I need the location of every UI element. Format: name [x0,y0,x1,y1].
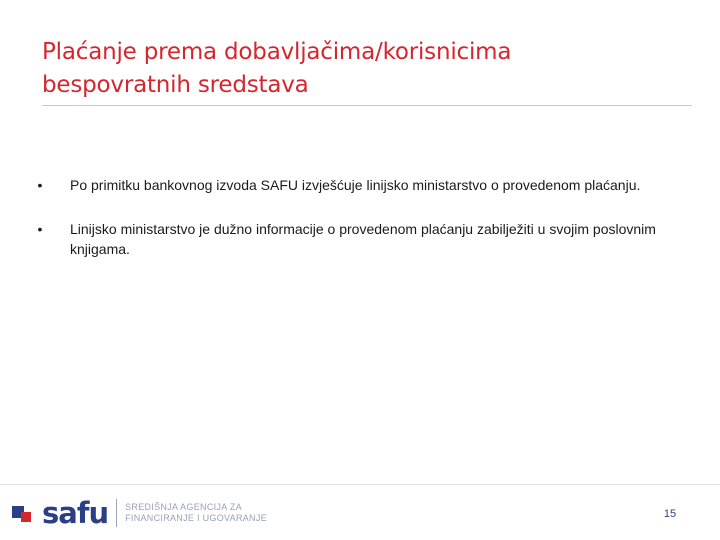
safu-logo-mark-icon [12,500,38,526]
title-divider [42,105,692,106]
bullet-dot-icon: • [37,177,43,193]
logo-subtitle-line-1: SREDIŠNJA AGENCIJA ZA [125,502,242,512]
safu-logo [12,495,267,531]
bullet-list [30,175,680,283]
bullet-text: Linijsko ministarstvo je dužno informacije o provedenom plaćanju zabilježiti u svojim poslovnim knjigama. [70,221,656,257]
bullet-dot-icon: • [37,221,43,237]
footer-divider [0,484,720,485]
slide-title-line-2: bespovratnih sredstava [42,72,309,98]
slide-title-line-1: Plaćanje prema dobavljačima/korisnicima [42,39,512,65]
logo-subtitle [125,502,267,524]
logo-wordmark: safu [42,496,109,530]
bullet-item [30,175,680,195]
slide-title [42,36,642,102]
page-number: 15 [663,508,677,520]
bullet-item [30,219,680,259]
bullet-text: Po primitku bankovnog izvoda SAFU izvješćuje linijsko ministarstvo o provedenom plaćanju. [70,177,641,193]
logo-subtitle-line-2: FINANCIRANJE I UGOVARANJE [125,513,267,523]
logo-separator [116,499,117,527]
